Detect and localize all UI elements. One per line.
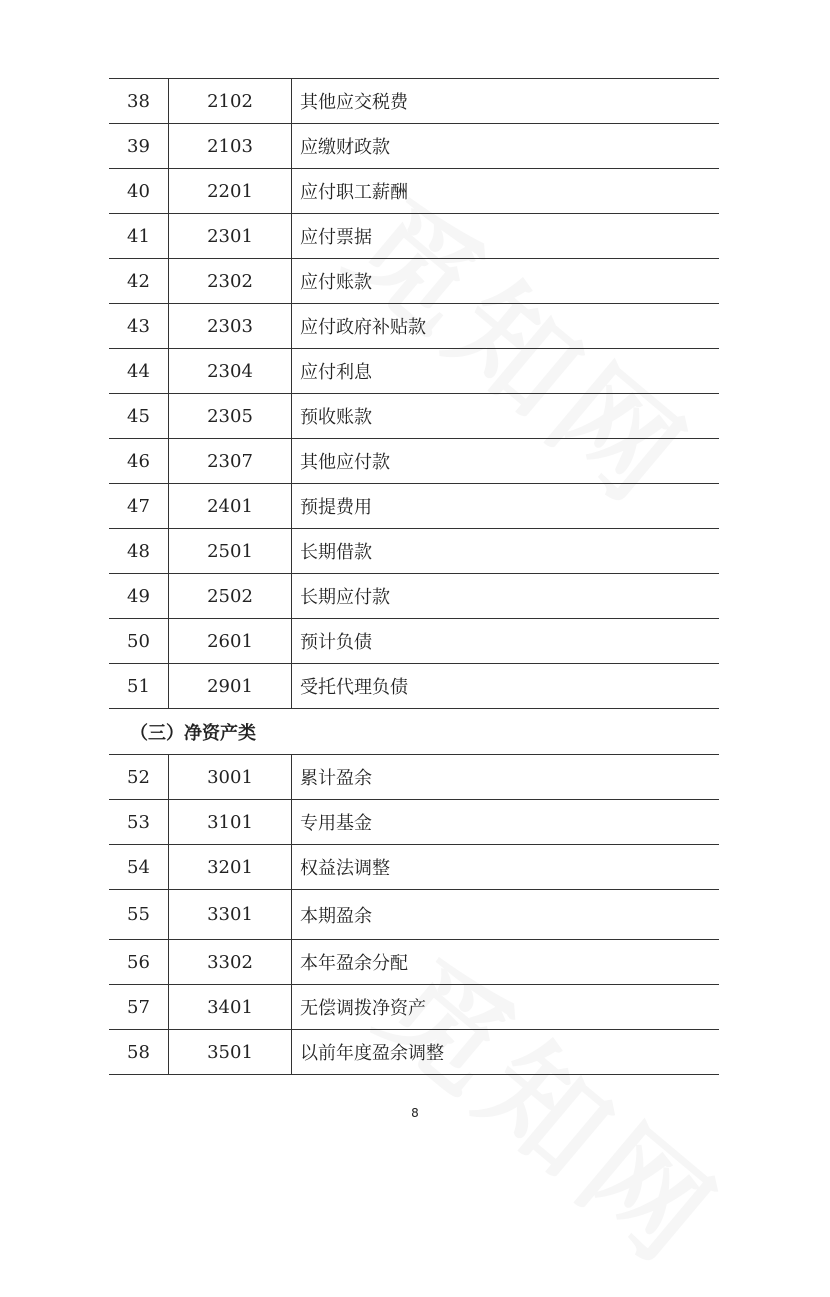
account-name: 应付职工薪酬	[292, 169, 720, 214]
account-code: 2307	[169, 439, 292, 484]
account-name: 预收账款	[292, 394, 720, 439]
account-code: 2103	[169, 124, 292, 169]
table-row	[109, 169, 719, 214]
account-code: 2305	[169, 394, 292, 439]
table-row	[109, 79, 719, 124]
table-row	[109, 800, 719, 845]
account-number: 40	[109, 169, 169, 214]
table-row	[109, 845, 719, 890]
table-row	[109, 259, 719, 304]
net-assets-table	[109, 754, 719, 1075]
account-number: 58	[109, 1030, 169, 1075]
table-row	[109, 755, 719, 800]
account-code: 2304	[169, 349, 292, 394]
account-number: 54	[109, 845, 169, 890]
account-number: 52	[109, 755, 169, 800]
account-code: 3302	[169, 940, 292, 985]
account-code: 2102	[169, 79, 292, 124]
account-number: 43	[109, 304, 169, 349]
account-number: 53	[109, 800, 169, 845]
account-name: 预提费用	[292, 484, 720, 529]
table-row	[109, 304, 719, 349]
account-number: 45	[109, 394, 169, 439]
account-name: 应付账款	[292, 259, 720, 304]
account-number: 51	[109, 664, 169, 709]
account-name: 无偿调拨净资产	[292, 985, 720, 1030]
account-name: 本期盈余	[292, 890, 720, 940]
account-number: 55	[109, 890, 169, 940]
account-code: 3201	[169, 845, 292, 890]
account-code: 3501	[169, 1030, 292, 1075]
table-row	[109, 484, 719, 529]
account-name: 权益法调整	[292, 845, 720, 890]
table-row	[109, 940, 719, 985]
table-row	[109, 890, 719, 940]
account-name: 应付利息	[292, 349, 720, 394]
account-number: 38	[109, 79, 169, 124]
account-number: 57	[109, 985, 169, 1030]
account-name: 以前年度盈余调整	[292, 1030, 720, 1075]
table-row	[109, 394, 719, 439]
section-heading-net-assets: （三）净资产类	[130, 723, 256, 744]
table-row	[109, 985, 719, 1030]
account-number: 50	[109, 619, 169, 664]
account-name: 累计盈余	[292, 755, 720, 800]
account-name: 其他应交税费	[292, 79, 720, 124]
account-number: 48	[109, 529, 169, 574]
account-number: 44	[109, 349, 169, 394]
table-row	[109, 574, 719, 619]
table-row	[109, 124, 719, 169]
account-number: 56	[109, 940, 169, 985]
account-number: 42	[109, 259, 169, 304]
account-number: 46	[109, 439, 169, 484]
account-code: 3301	[169, 890, 292, 940]
table-row	[109, 619, 719, 664]
account-code: 2601	[169, 619, 292, 664]
account-name: 长期借款	[292, 529, 720, 574]
account-name: 应缴财政款	[292, 124, 720, 169]
account-name: 预计负债	[292, 619, 720, 664]
account-number: 39	[109, 124, 169, 169]
liabilities-table	[109, 78, 719, 709]
account-name: 应付政府补贴款	[292, 304, 720, 349]
table-row	[109, 439, 719, 484]
account-name: 本年盈余分配	[292, 940, 720, 985]
account-number: 47	[109, 484, 169, 529]
account-name: 长期应付款	[292, 574, 720, 619]
account-number: 41	[109, 214, 169, 259]
account-code: 3101	[169, 800, 292, 845]
account-name: 应付票据	[292, 214, 720, 259]
page-number: 8	[411, 1106, 419, 1120]
table-row	[109, 529, 719, 574]
table-row	[109, 214, 719, 259]
account-code: 2501	[169, 529, 292, 574]
table-row	[109, 664, 719, 709]
account-name: 专用基金	[292, 800, 720, 845]
account-code: 2401	[169, 484, 292, 529]
account-name: 受托代理负债	[292, 664, 720, 709]
account-code: 2303	[169, 304, 292, 349]
account-code: 2301	[169, 214, 292, 259]
table-row	[109, 349, 719, 394]
account-code: 2502	[169, 574, 292, 619]
account-name: 其他应付款	[292, 439, 720, 484]
account-code: 3401	[169, 985, 292, 1030]
account-code: 2901	[169, 664, 292, 709]
account-code: 2201	[169, 169, 292, 214]
account-code: 3001	[169, 755, 292, 800]
account-number: 49	[109, 574, 169, 619]
table-row	[109, 1030, 719, 1075]
account-code: 2302	[169, 259, 292, 304]
